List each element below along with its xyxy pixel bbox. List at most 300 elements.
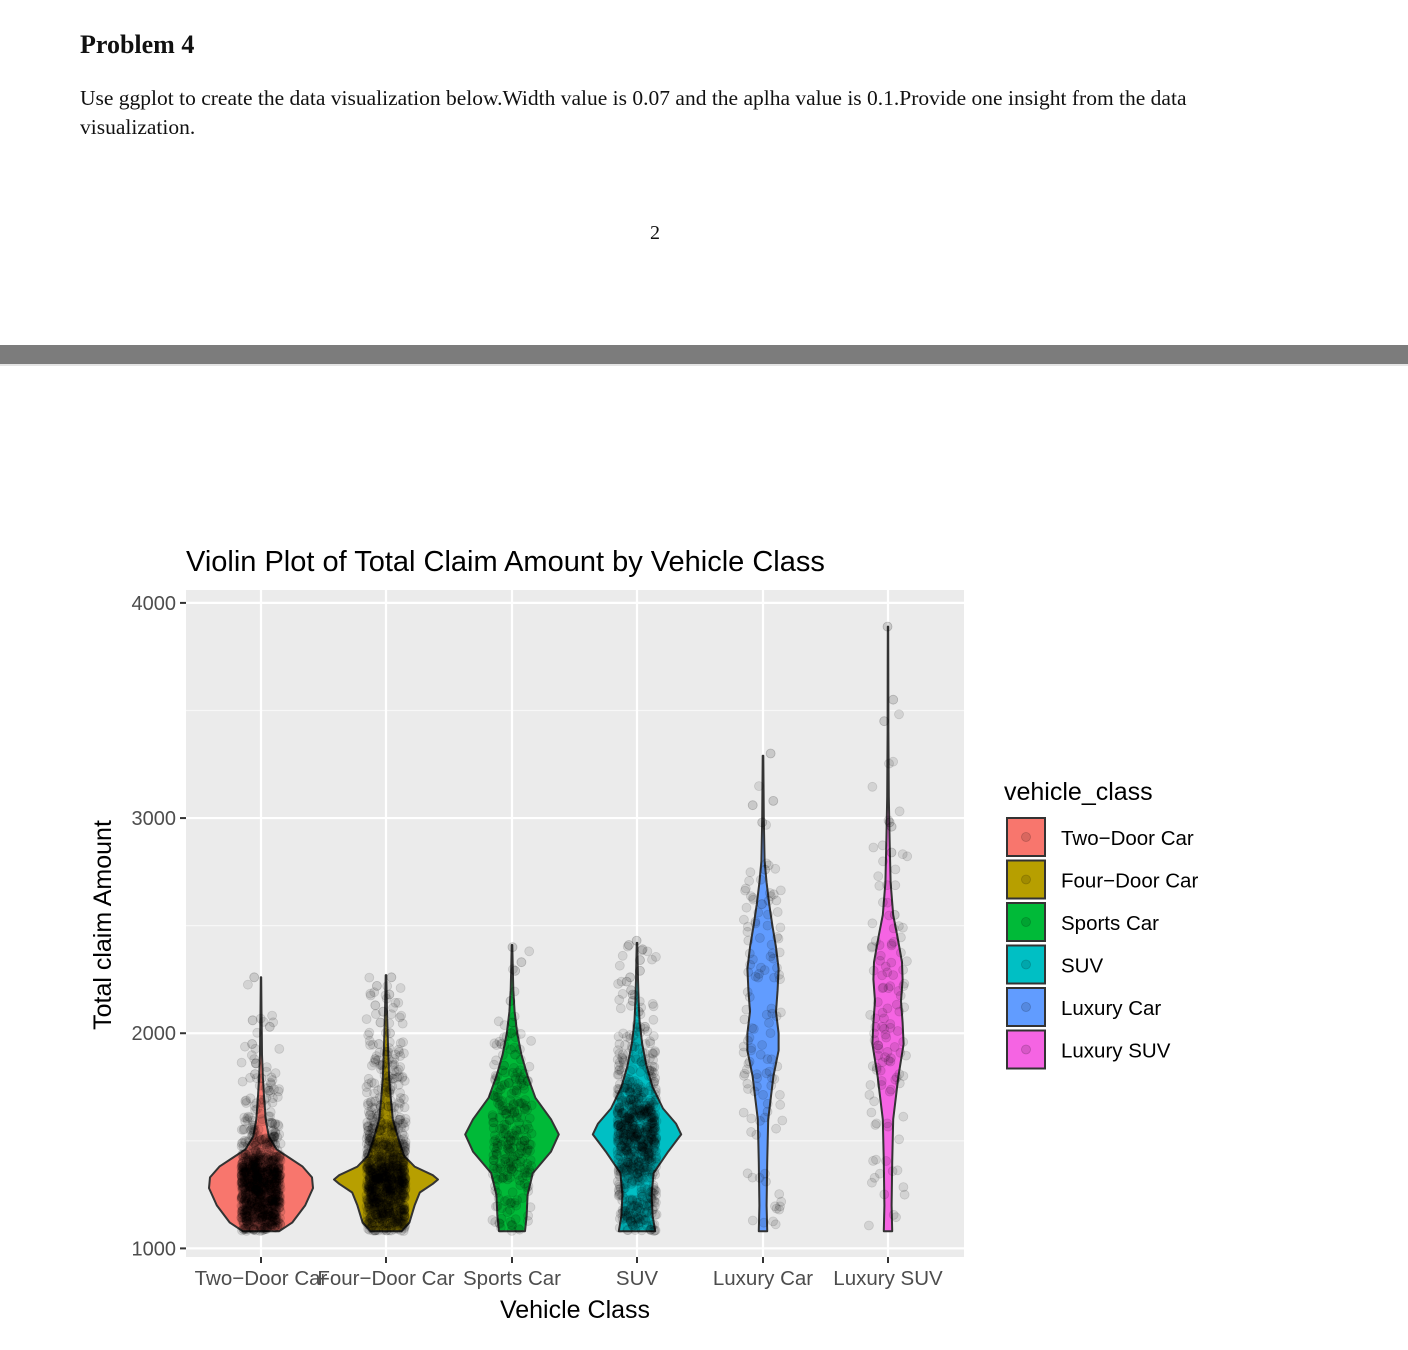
x-tick-label: Two−Door Car xyxy=(194,1267,328,1290)
jitter-point xyxy=(775,1190,784,1199)
legend-item-label: SUV xyxy=(1061,954,1104,978)
jitter-point xyxy=(275,1044,284,1053)
jitter-point xyxy=(239,1153,248,1162)
legend-key-point xyxy=(1022,1003,1031,1012)
jitter-point xyxy=(880,717,889,726)
jitter-point xyxy=(399,1141,408,1150)
jitter-point xyxy=(773,908,782,917)
jitter-point xyxy=(772,896,781,905)
jitter-point xyxy=(767,1055,776,1064)
jitter-point xyxy=(507,1226,516,1235)
y-tick-label: 3000 xyxy=(131,808,176,831)
jitter-point xyxy=(379,1221,388,1230)
jitter-point xyxy=(508,1109,517,1118)
jitter-point xyxy=(752,1130,761,1139)
jitter-point xyxy=(491,1071,500,1080)
jitter-point xyxy=(760,1113,769,1122)
jitter-point xyxy=(363,1196,372,1205)
jitter-point xyxy=(248,1121,257,1130)
jitter-point xyxy=(397,1011,406,1020)
jitter-point xyxy=(749,1024,758,1033)
jitter-point xyxy=(619,1056,628,1065)
jitter-point xyxy=(621,1041,630,1050)
jitter-point xyxy=(362,1182,371,1191)
jitter-point xyxy=(489,1156,498,1165)
jitter-point xyxy=(373,1127,382,1136)
legend-key-point xyxy=(1022,960,1031,969)
jitter-point xyxy=(525,1062,534,1071)
jitter-point xyxy=(776,886,785,895)
jitter-point xyxy=(240,1196,249,1205)
x-axis-title: Vehicle Class xyxy=(499,1296,651,1324)
jitter-point xyxy=(888,1167,897,1176)
jitter-point xyxy=(743,988,752,997)
jitter-point xyxy=(636,956,645,965)
jitter-point xyxy=(652,1095,661,1104)
jitter-point xyxy=(776,1008,785,1017)
jitter-point xyxy=(401,1186,410,1195)
y-tick-label: 2000 xyxy=(131,1023,176,1046)
legend-key-point xyxy=(1022,1045,1031,1054)
jitter-point xyxy=(763,921,772,930)
jitter-point xyxy=(618,951,627,960)
jitter-point xyxy=(248,1040,257,1049)
jitter-point xyxy=(508,1188,517,1197)
jitter-point xyxy=(516,1181,525,1190)
jitter-point xyxy=(388,1216,397,1225)
jitter-point xyxy=(775,1090,784,1099)
jitter-point xyxy=(394,998,403,1007)
jitter-point xyxy=(501,1197,510,1206)
jitter-point xyxy=(748,801,757,810)
x-tick-label: Sports Car xyxy=(463,1267,561,1290)
jitter-point xyxy=(510,1086,519,1095)
jitter-point xyxy=(615,1223,624,1232)
legend-key-point xyxy=(1022,875,1031,884)
jitter-point xyxy=(614,1154,623,1163)
jitter-point xyxy=(271,1153,280,1162)
jitter-point xyxy=(508,943,517,952)
jitter-point xyxy=(374,1040,383,1049)
jitter-point xyxy=(633,1037,642,1046)
jitter-point xyxy=(272,1172,281,1181)
jitter-point xyxy=(632,1204,641,1213)
jitter-point xyxy=(241,1097,250,1106)
jitter-point xyxy=(642,1123,651,1132)
jitter-point xyxy=(382,1198,391,1207)
legend-item xyxy=(1007,988,1161,1026)
x-tick-label: SUV xyxy=(615,1267,659,1290)
jitter-point xyxy=(892,1000,901,1009)
jitter-point xyxy=(616,1004,625,1013)
jitter-point xyxy=(256,1109,265,1118)
jitter-point xyxy=(613,1070,622,1079)
jitter-point xyxy=(623,1171,632,1180)
jitter-point xyxy=(867,1178,876,1187)
jitter-point xyxy=(757,900,766,909)
jitter-point xyxy=(527,1036,536,1045)
jitter-point xyxy=(878,1008,887,1017)
jitter-point xyxy=(649,1002,658,1011)
jitter-point xyxy=(615,961,624,970)
jitter-point xyxy=(490,1060,499,1069)
jitter-point xyxy=(370,1118,379,1127)
jitter-point xyxy=(387,973,396,982)
jitter-point xyxy=(882,1033,891,1042)
jitter-point xyxy=(878,898,887,907)
jitter-point xyxy=(891,865,900,874)
jitter-point xyxy=(618,989,627,998)
jitter-point xyxy=(627,986,636,995)
jitter-point xyxy=(895,1135,904,1144)
jitter-point xyxy=(495,1101,504,1110)
jitter-point xyxy=(869,966,878,975)
jitter-point xyxy=(636,966,645,975)
legend-item xyxy=(1007,818,1194,856)
jitter-point xyxy=(896,948,905,957)
jitter-point xyxy=(865,1090,874,1099)
jitter-point xyxy=(400,1206,409,1215)
jitter-point xyxy=(386,1138,395,1147)
jitter-point xyxy=(362,1218,371,1227)
jitter-point xyxy=(885,759,894,768)
jitter-point xyxy=(395,1047,404,1056)
legend-title: vehicle_class xyxy=(1004,778,1153,806)
jitter-point xyxy=(778,1116,787,1125)
jitter-point xyxy=(889,695,898,704)
jitter-point xyxy=(512,1127,521,1136)
jitter-point xyxy=(870,1036,879,1045)
jitter-point xyxy=(247,1051,256,1060)
jitter-point xyxy=(491,1218,500,1227)
jitter-point xyxy=(755,934,764,943)
jitter-point xyxy=(776,1100,785,1109)
jitter-point xyxy=(765,889,774,898)
jitter-point xyxy=(625,1087,634,1096)
jitter-point xyxy=(751,917,760,926)
jitter-point xyxy=(650,1136,659,1145)
jitter-point xyxy=(386,1029,395,1038)
jitter-point xyxy=(393,1156,402,1165)
jitter-point xyxy=(895,807,904,816)
jitter-point xyxy=(755,782,764,791)
jitter-point xyxy=(238,1138,247,1147)
jitter-point xyxy=(526,1203,535,1212)
jitter-point xyxy=(621,1076,630,1085)
jitter-point xyxy=(498,1174,507,1183)
jitter-point xyxy=(362,1015,371,1024)
jitter-point xyxy=(363,1145,372,1154)
jitter-point xyxy=(623,1147,632,1156)
jitter-point xyxy=(488,1170,497,1179)
jitter-point xyxy=(745,877,754,886)
jitter-point xyxy=(896,991,905,1000)
jitter-point xyxy=(651,1185,660,1194)
jitter-point xyxy=(651,1158,660,1167)
problem-text: Use ggplot to create the data visualization below.Width value is 0.07 and the aplha value is 0.1.Provide one insight from the data visualization. xyxy=(80,86,1187,139)
jitter-point xyxy=(623,1032,632,1041)
jitter-point xyxy=(769,1217,778,1226)
jitter-point xyxy=(754,908,763,917)
jitter-point xyxy=(756,875,765,884)
jitter-point xyxy=(371,1055,380,1064)
jitter-point xyxy=(752,1082,761,1091)
jitter-point xyxy=(396,984,405,993)
jitter-point xyxy=(766,952,775,961)
legend-key-point xyxy=(1022,833,1031,842)
jitter-point xyxy=(375,1157,384,1166)
jitter-point xyxy=(889,971,898,980)
jitter-point xyxy=(759,1090,768,1099)
jitter-point xyxy=(872,1119,881,1128)
jitter-point xyxy=(498,1124,507,1133)
jitter-point xyxy=(634,1007,643,1016)
legend-item-label: Four−Door Car xyxy=(1061,869,1199,893)
legend-item xyxy=(1007,903,1159,941)
jitter-point xyxy=(520,1165,529,1174)
jitter-point xyxy=(769,796,778,805)
jitter-point xyxy=(366,989,375,998)
jitter-point xyxy=(878,841,887,850)
jitter-point xyxy=(899,1183,908,1192)
jitter-point xyxy=(246,1186,255,1195)
jitter-point xyxy=(247,1207,256,1216)
jitter-point xyxy=(398,1019,407,1028)
jitter-point xyxy=(898,850,907,859)
jitter-point xyxy=(743,927,752,936)
jitter-point xyxy=(899,1037,908,1046)
jitter-point xyxy=(613,1177,622,1186)
jitter-point xyxy=(261,1225,270,1234)
jitter-point xyxy=(895,710,904,719)
jitter-point xyxy=(749,895,758,904)
jitter-point xyxy=(882,1157,891,1166)
jitter-point xyxy=(496,1085,505,1094)
jitter-point xyxy=(506,997,515,1006)
chart-title: Violin Plot of Total Claim Amount by Vehicle Class xyxy=(186,546,825,578)
jitter-point xyxy=(374,1193,383,1202)
jitter-point xyxy=(379,1007,388,1016)
jitter-point xyxy=(744,1059,753,1068)
jitter-point xyxy=(525,947,534,956)
jitter-point xyxy=(260,1211,269,1220)
jitter-point xyxy=(374,1086,383,1095)
jitter-point xyxy=(385,990,394,999)
jitter-point xyxy=(251,1070,260,1079)
jitter-point xyxy=(510,987,519,996)
jitter-point xyxy=(364,1031,373,1040)
jitter-point xyxy=(495,1113,504,1122)
jitter-point xyxy=(250,973,259,982)
jitter-point xyxy=(744,1085,753,1094)
jitter-point xyxy=(509,1136,518,1145)
jitter-point xyxy=(742,903,751,912)
jitter-point xyxy=(896,1048,905,1057)
jitter-point xyxy=(646,1082,655,1091)
jitter-point xyxy=(506,1096,515,1105)
jitter-point xyxy=(879,857,888,866)
jitter-point xyxy=(498,1051,507,1060)
jitter-point xyxy=(615,1214,624,1223)
jitter-point xyxy=(758,818,767,827)
legend-item-label: Sports Car xyxy=(1061,912,1159,935)
jitter-point xyxy=(648,1195,657,1204)
jitter-point xyxy=(244,1177,253,1186)
legend-item-label: Luxury SUV xyxy=(1061,1039,1171,1063)
jitter-point xyxy=(894,922,903,931)
jitter-point xyxy=(263,1140,272,1149)
jitter-point xyxy=(764,910,773,919)
jitter-point xyxy=(390,1103,399,1112)
jitter-point xyxy=(489,1124,498,1133)
jitter-point xyxy=(874,872,883,881)
jitter-point xyxy=(521,1096,530,1105)
jitter-point xyxy=(372,981,381,990)
jitter-point xyxy=(509,1162,518,1171)
jitter-point xyxy=(525,1114,534,1123)
jitter-point xyxy=(265,1022,274,1031)
jitter-point xyxy=(622,1114,631,1123)
jitter-point xyxy=(376,1095,385,1104)
jitter-point xyxy=(503,1208,512,1217)
jitter-point xyxy=(620,1203,629,1212)
jitter-point xyxy=(626,973,635,982)
jitter-point xyxy=(641,1022,650,1031)
jitter-point xyxy=(874,1051,883,1060)
jitter-point xyxy=(383,1083,392,1092)
jitter-point xyxy=(766,749,775,758)
jitter-point xyxy=(752,1070,761,1079)
jitter-point xyxy=(497,1040,506,1049)
jitter-point xyxy=(381,1119,390,1128)
jitter-point xyxy=(739,915,748,924)
jitter-point xyxy=(374,1176,383,1185)
jitter-point xyxy=(743,1169,752,1178)
jitter-point xyxy=(630,1124,639,1133)
jitter-point xyxy=(516,1029,525,1038)
jitter-point xyxy=(365,973,374,982)
jitter-point xyxy=(873,998,882,1007)
jitter-point xyxy=(891,881,900,890)
jitter-point xyxy=(399,1227,408,1236)
page-number: 2 xyxy=(650,222,660,244)
jitter-point xyxy=(773,933,782,942)
legend xyxy=(1004,778,1198,1069)
jitter-point xyxy=(491,1182,500,1191)
jitter-point xyxy=(869,843,878,852)
jitter-point xyxy=(746,868,755,877)
jitter-point xyxy=(371,1001,380,1010)
jitter-point xyxy=(889,937,898,946)
jitter-point xyxy=(866,1081,875,1090)
jitter-point xyxy=(649,1015,658,1024)
jitter-point xyxy=(887,848,896,857)
jitter-point xyxy=(399,1217,408,1226)
jitter-point xyxy=(872,1066,881,1075)
jitter-point xyxy=(771,1202,780,1211)
jitter-point xyxy=(651,952,660,961)
jitter-point xyxy=(242,1226,251,1235)
jitter-point xyxy=(895,1079,904,1088)
jitter-point xyxy=(378,1061,387,1070)
jitter-point xyxy=(500,1061,509,1070)
legend-item xyxy=(1007,861,1198,899)
jitter-point xyxy=(866,1010,875,1019)
legend-item-label: Luxury Car xyxy=(1061,997,1162,1020)
jitter-point xyxy=(867,943,876,952)
jitter-point xyxy=(868,782,877,791)
jitter-point xyxy=(899,982,908,991)
jitter-point xyxy=(885,818,894,827)
jitter-point xyxy=(643,1166,652,1175)
jitter-point xyxy=(883,1119,892,1128)
jitter-point xyxy=(767,940,776,949)
jitter-point xyxy=(508,1018,517,1027)
jitter-point xyxy=(757,963,766,972)
legend-key-point xyxy=(1022,918,1031,927)
jitter-point xyxy=(620,1194,629,1203)
jitter-point xyxy=(384,1180,393,1189)
jitter-point xyxy=(883,622,892,631)
jitter-point xyxy=(494,1017,503,1026)
jitter-point xyxy=(765,1018,774,1027)
jitter-point xyxy=(776,923,785,932)
y-tick-label: 4000 xyxy=(131,592,176,615)
jitter-point xyxy=(384,1072,393,1081)
jitter-point xyxy=(772,1124,781,1133)
jitter-point xyxy=(771,864,780,873)
jitter-point xyxy=(758,1041,767,1050)
jitter-point xyxy=(511,1152,520,1161)
jitter-point xyxy=(756,1050,765,1059)
legend-item-label: Two−Door Car xyxy=(1061,827,1194,850)
jitter-point xyxy=(886,1020,895,1029)
jitter-point xyxy=(276,1184,285,1193)
plot-panel xyxy=(186,590,964,1257)
x-tick-label: Luxury SUV xyxy=(833,1267,943,1290)
jitter-point xyxy=(362,1134,371,1143)
jitter-point xyxy=(267,1080,276,1089)
jitter-point xyxy=(262,1176,271,1185)
y-tick-label: 1000 xyxy=(131,1238,176,1261)
jitter-point xyxy=(237,1058,246,1067)
jitter-point xyxy=(742,1005,751,1014)
jitter-point xyxy=(895,1070,904,1079)
jitter-point xyxy=(892,1213,901,1222)
jitter-point xyxy=(634,1173,643,1182)
jitter-point xyxy=(261,1190,270,1199)
jitter-point xyxy=(875,881,884,890)
jitter-point xyxy=(767,1004,776,1013)
jitter-point xyxy=(503,1144,512,1153)
jitter-point xyxy=(886,1057,895,1066)
jitter-point xyxy=(766,1029,775,1038)
jitter-point xyxy=(744,936,753,945)
jitter-point xyxy=(875,1169,884,1178)
jitter-point xyxy=(389,1128,398,1137)
jitter-point xyxy=(366,1041,375,1050)
x-tick-label: Four−Door Car xyxy=(317,1267,455,1290)
jitter-point xyxy=(872,1155,881,1164)
jitter-point xyxy=(524,1124,533,1133)
jitter-point xyxy=(513,1068,522,1077)
jitter-point xyxy=(628,1065,637,1074)
jitter-point xyxy=(762,1177,771,1186)
jitter-point xyxy=(770,973,779,982)
jitter-point xyxy=(377,1107,386,1116)
jitter-point xyxy=(893,1027,902,1036)
jitter-point xyxy=(651,1211,660,1220)
